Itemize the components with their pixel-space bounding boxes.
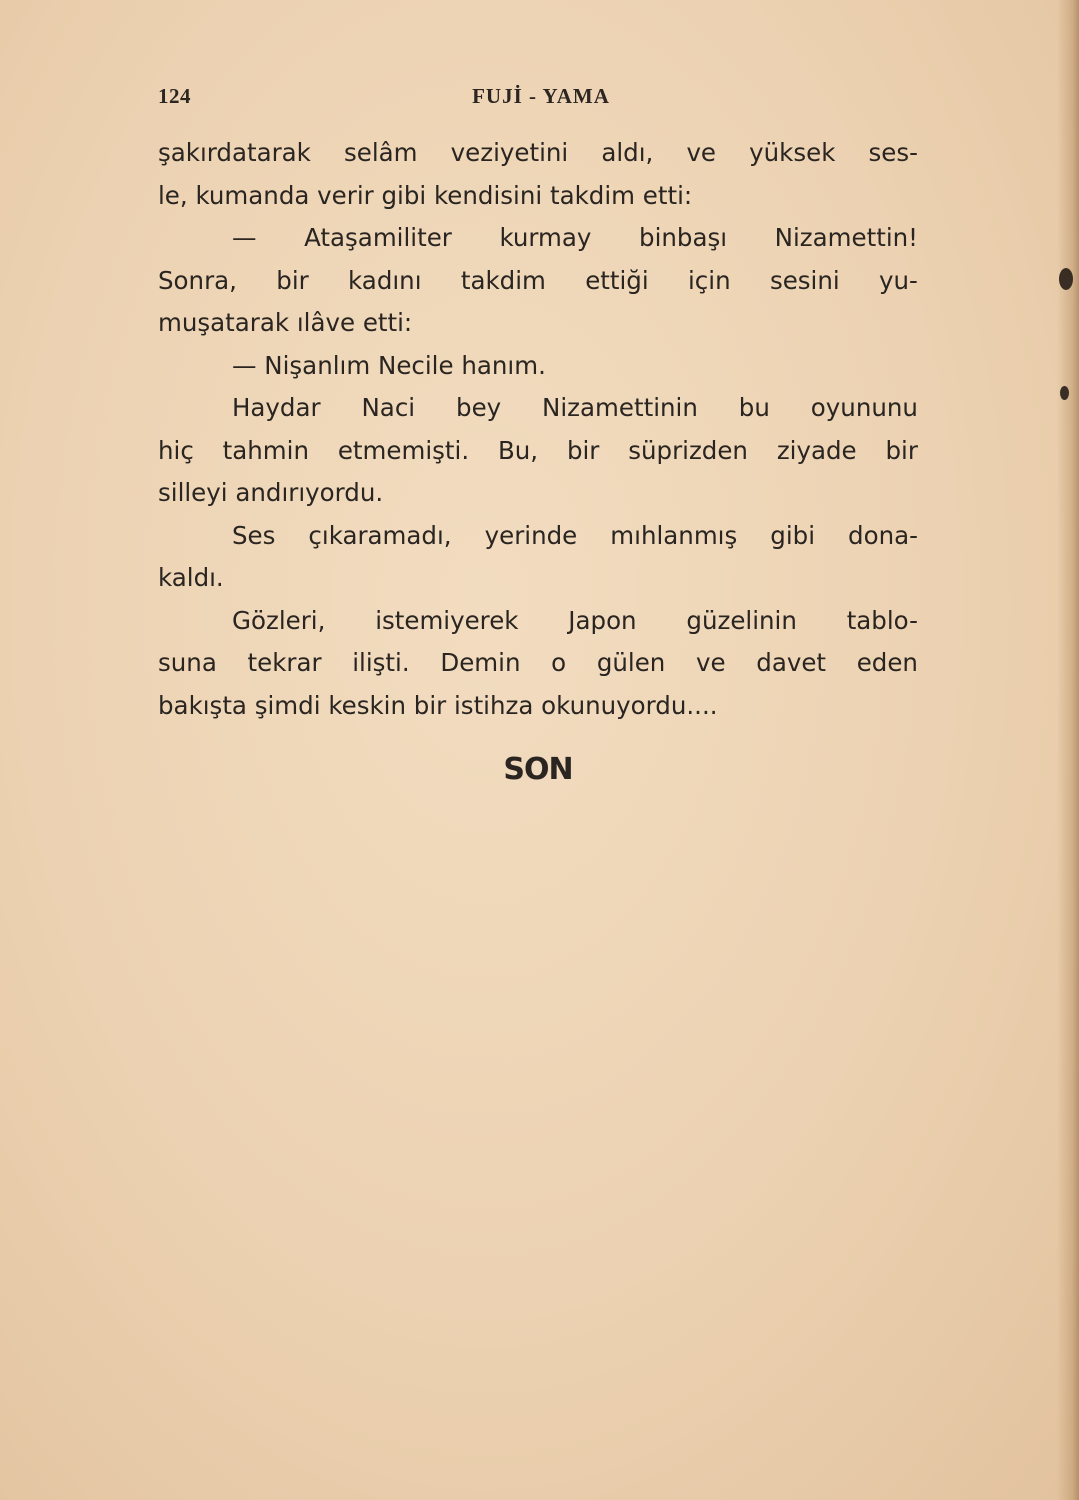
text-line xyxy=(158,642,918,685)
word: güzelinin xyxy=(686,605,797,635)
word: Ataşamiliter xyxy=(304,223,452,252)
word: Demin xyxy=(440,648,521,677)
word: oyununu xyxy=(810,393,918,422)
word: Naci xyxy=(361,393,416,422)
word: Gözleri, xyxy=(232,605,326,635)
word: bey xyxy=(456,393,502,422)
word: etmemişti. xyxy=(337,435,470,465)
word: bir xyxy=(885,435,918,465)
word: binbaşı xyxy=(639,223,728,252)
word: dona- xyxy=(848,520,918,550)
text-line: silleyi andırıyordu. xyxy=(158,478,384,507)
text-line xyxy=(158,387,918,430)
word: suna xyxy=(158,648,217,677)
word: Haydar xyxy=(232,393,321,422)
text-line xyxy=(158,600,918,643)
text-line xyxy=(158,217,918,260)
text-line xyxy=(158,132,918,175)
word: kadını xyxy=(348,265,422,295)
end-mark: SON xyxy=(503,752,573,787)
word: bir xyxy=(566,435,600,465)
word: aldı, xyxy=(601,138,654,167)
word: tablo- xyxy=(846,605,918,635)
ink-smudge xyxy=(1060,386,1069,400)
word: Nizamettinin xyxy=(542,393,698,422)
word: ziyade xyxy=(776,435,857,465)
word: yerinde xyxy=(484,520,578,550)
word: bu xyxy=(738,393,770,422)
text-line: kaldı. xyxy=(158,563,224,592)
page-number: 124 xyxy=(158,84,191,108)
word: için xyxy=(688,265,731,295)
word: Ses xyxy=(232,520,276,550)
word: ettiği xyxy=(585,265,649,295)
body-text xyxy=(158,132,918,727)
word: tahmin xyxy=(222,435,310,465)
text-line xyxy=(158,260,918,303)
text-line: bakışta şimdi keskin bir istihza okunuyordu.... xyxy=(158,690,718,720)
word: yüksek xyxy=(749,138,836,167)
word: çıkaramadı, xyxy=(308,520,452,550)
word: süprizden xyxy=(628,435,748,465)
word: istemiyerek xyxy=(375,605,519,635)
ink-smudge xyxy=(1059,268,1073,290)
word: ilişti. xyxy=(352,648,410,677)
word: veziyetini xyxy=(450,138,569,167)
word: — xyxy=(232,223,257,252)
word: eden xyxy=(856,648,918,677)
word: kurmay xyxy=(499,223,592,252)
text-line xyxy=(158,515,918,558)
word: gülen xyxy=(596,648,666,677)
word: Bu, xyxy=(497,435,539,465)
word: Japon xyxy=(568,605,637,635)
word: davet xyxy=(756,648,827,677)
word: yu- xyxy=(879,265,918,295)
text-line: muşatarak ılâve etti: xyxy=(158,308,413,337)
word: mıhlanmış xyxy=(610,520,738,550)
text-line: — Nişanlım Necile hanım. xyxy=(232,350,546,380)
word: ve xyxy=(696,648,726,677)
word: bir xyxy=(276,265,309,295)
word: hiç xyxy=(158,435,194,465)
word: o xyxy=(551,648,567,677)
word: sesini xyxy=(769,265,840,295)
page-edge-shadow xyxy=(1057,0,1079,1500)
word: Sonra, xyxy=(158,265,237,295)
text-line xyxy=(158,430,918,473)
word: gibi xyxy=(770,520,816,550)
page-header xyxy=(158,84,918,114)
running-title: FUJİ - YAMA xyxy=(472,84,610,108)
word: selâm xyxy=(344,138,418,167)
word: takdim xyxy=(460,265,546,295)
text-line: le, kumanda verir gibi kendisini takdim etti: xyxy=(158,180,693,210)
word: ve xyxy=(686,138,717,167)
word: Nizamettin! xyxy=(774,223,918,252)
word: şakırdatarak xyxy=(158,138,311,167)
word: tekrar xyxy=(247,648,322,677)
word: ses- xyxy=(868,138,918,167)
